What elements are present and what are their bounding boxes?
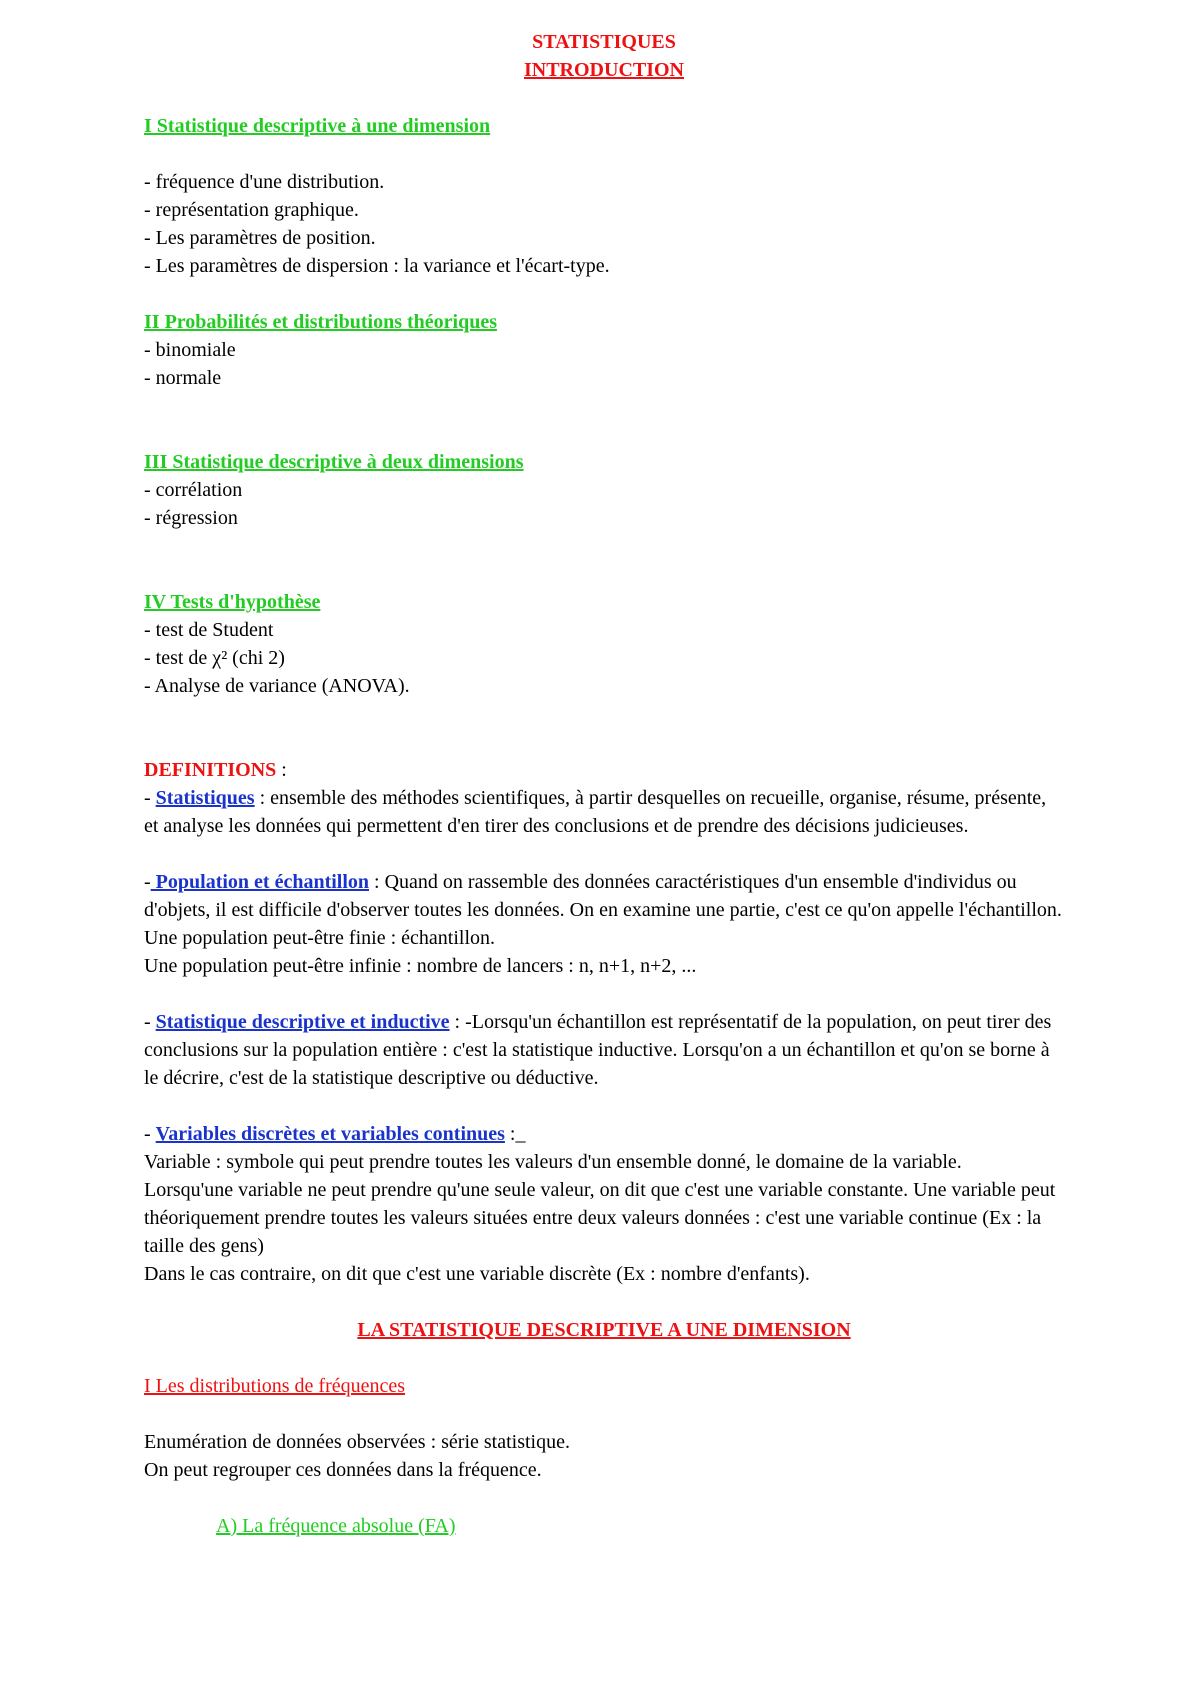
section-heading-4: IV Tests d'hypothèse <box>144 591 321 613</box>
list-item: - Les paramètres de dispersion : la variance et l'écart-type. <box>144 255 610 277</box>
section-heading-3: III Statistique descriptive à deux dimensions <box>144 451 524 473</box>
definitions-heading-suffix: : <box>276 759 287 781</box>
definition-prefix: - <box>144 1123 156 1145</box>
definition-statistiques <box>144 784 1064 840</box>
definition-text: : ensemble des méthodes scientifiques, à partir desquelles on recueille, organise, résume, présente, et analyse les données qui permettent d'en tirer des conclusions et de prendre des décisions judicieuses. <box>144 787 1047 837</box>
definition-term: Statistique descriptive et inductive <box>155 1011 450 1033</box>
list-item: - test de Student <box>144 619 274 641</box>
section-heading-2: II Probabilités et distributions théoriques <box>144 311 497 333</box>
definition-paragraph: Dans le cas contraire, on dit que c'est une variable discrète (Ex : nombre d'enfants). <box>144 1263 810 1285</box>
part2-line: Enumération de données observées : série statistique. <box>144 1431 570 1453</box>
page-subtitle: INTRODUCTION <box>523 59 685 81</box>
definition-prefix: - <box>144 1011 156 1033</box>
list-item: - fréquence d'une distribution. <box>144 171 385 193</box>
document-page <box>144 28 1064 1540</box>
definitions-heading: DEFINITIONS <box>144 759 277 781</box>
definition-line: Une population peut-être finie : échantillon. <box>144 927 495 949</box>
definition-text: : -Lorsqu'un échantillon est représentatif de la population, on peut tirer des conclusions sur la population entière : c'est la statistique inductive. Lorsqu'on a un échantillon et qu'on se borne à le décrire, c'est de la statistique descriptive ou déductive. <box>144 1011 1052 1089</box>
definition-term: Variables discrètes et variables continues <box>155 1123 505 1145</box>
definition-text: : Quand on rassemble des données caractéristiques d'un ensemble d'individus ou d'objets, il est difficile d'observer toutes les données. On en examine une partie, c'est ce qu'on appelle l'échantillon. <box>144 871 1062 921</box>
list-item: - binomiale <box>144 339 236 361</box>
section-heading-1: I Statistique descriptive à une dimension <box>144 115 491 137</box>
list-item: - corrélation <box>144 479 243 501</box>
list-item: - représentation graphique. <box>144 199 359 221</box>
list-item: - Les paramètres de position. <box>144 227 376 249</box>
part2-subsubheading: A) La fréquence absolue (FA) <box>216 1515 456 1537</box>
definition-prefix: - <box>144 787 156 809</box>
definition-variables <box>144 1120 1064 1148</box>
list-item: - régression <box>144 507 238 529</box>
part2-line: On peut regrouper ces données dans la fréquence. <box>144 1459 542 1481</box>
definitions-heading-line <box>144 756 1064 784</box>
definition-paragraph: Lorsqu'une variable ne peut prendre qu'une seule valeur, on dit que c'est une variable constante. Une variable peut théoriquement prendre toutes les valeurs situées entre deux valeurs données : c'est une variable continue (Ex : la taille des gens) <box>144 1179 1056 1257</box>
list-item: - normale <box>144 367 222 389</box>
list-item: - Analyse de variance (ANOVA). <box>144 675 410 697</box>
definition-suffix: :_ <box>504 1123 526 1145</box>
definition-descriptive <box>144 1008 1064 1092</box>
page-title: STATISTIQUES <box>532 31 676 53</box>
definition-population <box>144 868 1064 924</box>
definition-line: Une population peut-être infinie : nombre de lancers : n, n+1, n+2, ... <box>144 955 697 977</box>
definition-prefix: - <box>144 871 151 893</box>
list-item: - test de χ² (chi 2) <box>144 647 285 669</box>
part2-subheading: I Les distributions de fréquences <box>144 1375 406 1397</box>
part2-heading: LA STATISTIQUE DESCRIPTIVE A UNE DIMENSION <box>357 1319 851 1341</box>
definition-paragraph: Variable : symbole qui peut prendre toutes les valeurs d'un ensemble donné, le domaine de la variable. <box>144 1151 962 1173</box>
definition-term: Population et échantillon <box>150 871 370 893</box>
definition-term: Statistiques <box>155 787 255 809</box>
